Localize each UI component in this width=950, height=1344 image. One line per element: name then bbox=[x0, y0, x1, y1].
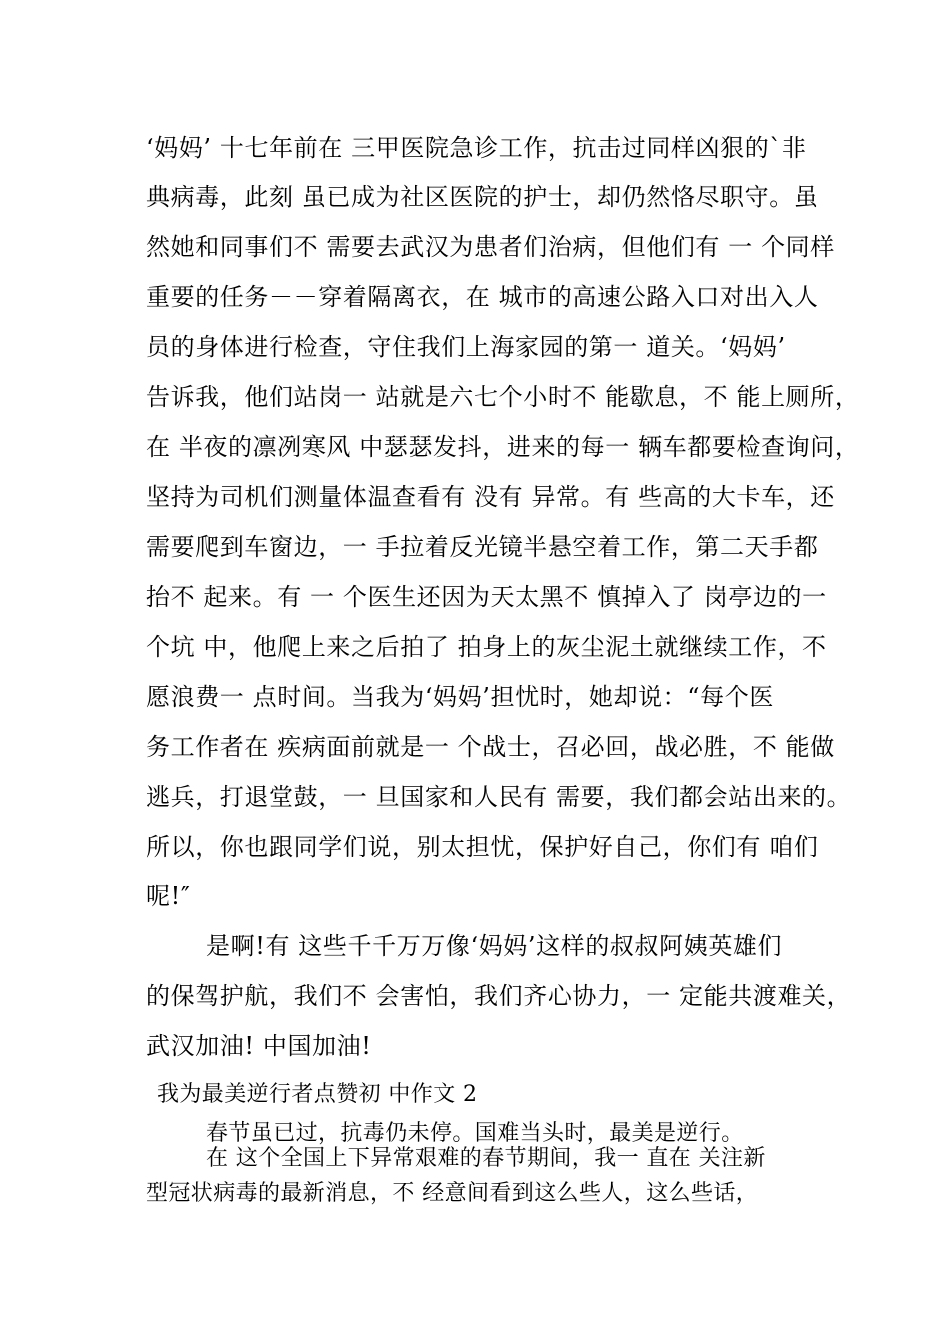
paragraph-2-line-3: 武汉加油! 中国加油! bbox=[146, 1032, 372, 1060]
paragraph-1-line-14: 逃兵，打退堂鼓，一 旦国家和人民有 需要，我们都会站出来的。 bbox=[146, 783, 852, 811]
paragraph-1-line-6: 告诉我，他们站岗一 站就是六七个小时不 能歇息，不 能上厕所， bbox=[146, 383, 860, 411]
paragraph-1-line-11: 个坑 中，他爬上来之后拍了 拍身上的灰尘泥土就继续工作，不 bbox=[146, 633, 827, 661]
paragraph-1-line-2: 典病毒，此刻 虽已成为社区医院的护士，却仍然恪尽职守。虽 bbox=[146, 183, 819, 211]
paragraph-1-line-12: 愿浪费一 点时间。当我为‘妈妈’担忧时，她却说：“每个医 bbox=[146, 683, 774, 711]
paragraph-4-line-2: 型冠状病毒的最新消息，不 经意间看到这么些人，这么些话， bbox=[146, 1181, 759, 1206]
paragraph-2-line-1: 是啊!有 这些千千万万像‘妈妈’这样的叔叔阿姨英雄们 bbox=[206, 932, 783, 960]
paragraph-1-line-13: 务工作者在 疾病面前就是一 个战士，召必回，战必胜，不 能做 bbox=[146, 733, 835, 761]
paragraph-1-line-15: 所以，你也跟同学们说，别太担忧，保护好自己，你们有 咱们 bbox=[146, 833, 819, 861]
paragraph-1-line-9: 需要爬到车窗边，一 手拉着反光镜半悬空着工作，第二天手都 bbox=[146, 533, 819, 561]
paragraph-3-line-1: 春节虽已过，抗毒仍未停。国难当头时，最美是逆行。 bbox=[206, 1121, 744, 1146]
paragraph-1-line-16: 呢!″ bbox=[146, 882, 191, 910]
paragraph-4-line-1: 在 这个全国上下异常艰难的春节期间，我一 直在 关注新 bbox=[206, 1146, 766, 1171]
paragraph-1-line-5: 员的身体进行检查，守住我们上海家园的第一 道关。‘妈妈’ bbox=[146, 333, 786, 361]
paragraph-2-line-2: 的保驾护航，我们不 会害怕，我们齐心协力，一 定能共渡难关， bbox=[146, 982, 852, 1010]
paragraph-1-line-3: 然她和同事们不 需要去武汉为患者们治病，但他们有 一 个同样 bbox=[146, 233, 835, 261]
paragraph-1-line-8: 坚持为司机们测量体温查看有 没有 异常。有 些高的大卡车，还 bbox=[146, 483, 835, 511]
paragraph-1-line-10: 抬不 起来。有 一 个医生还因为天太黑不 慎掉入了 岗亭边的一 bbox=[146, 583, 827, 611]
essay-heading: 我为最美逆行者点赞初 中作文 2 bbox=[157, 1082, 478, 1107]
paragraph-1-line-7: 在 半夜的凛冽寒风 中瑟瑟发抖，进来的每一 辆车都要检查询问， bbox=[146, 433, 860, 461]
paragraph-1-line-1: ‘妈妈’ 十七年前在 三甲医院急诊工作，抗击过同样凶狠的`非 bbox=[146, 134, 807, 162]
paragraph-1-line-4: 重要的任务－－穿着隔离衣，在 城市的高速公路入口对出入人 bbox=[146, 283, 819, 311]
